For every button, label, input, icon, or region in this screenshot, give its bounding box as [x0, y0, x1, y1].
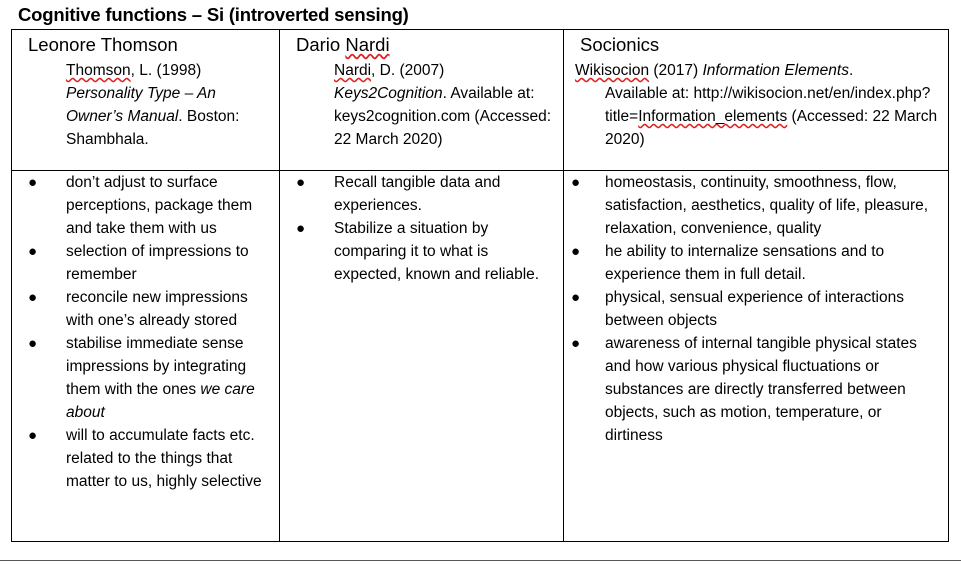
bullets-cell-nardi — [280, 171, 564, 542]
reference-availability: . Available at: keys2cognition.com (Accessed: 22 March 2020) — [334, 85, 552, 148]
table-body-row — [12, 171, 949, 542]
source-cell-socionics — [564, 30, 949, 171]
comparison-table — [11, 29, 949, 542]
list-item: ● Recall tangible data and experiences. — [280, 171, 563, 217]
reference-year: , D. (2007) — [371, 62, 445, 79]
list-item: ● physical, sensual experience of interactions between objects — [564, 286, 948, 332]
bullet-icon: ● — [28, 174, 38, 191]
bullet-icon: ● — [571, 289, 581, 306]
bullet-icon: ● — [28, 427, 38, 444]
bullet-icon: ● — [28, 243, 38, 260]
list-item: ● selection of impressions to remember — [12, 240, 279, 286]
list-item: ● reconcile new impressions with one’s already stored — [12, 286, 279, 332]
bullets-cell-thomson — [12, 171, 280, 542]
reference-year: (2017) — [649, 62, 703, 79]
source-cell-nardi — [280, 30, 564, 171]
author-surname: Nardi — [345, 34, 390, 55]
author-name: Dario Nardi — [296, 34, 390, 55]
list-item: ● homeostasis, continuity, smoothness, flow, satisfaction, aesthetics, quality of life, pleasure, relaxation, convenience, quality — [564, 171, 948, 240]
page-title: Cognitive functions – Si (introverted sensing) — [18, 4, 409, 25]
list-item: ● Stabilize a situation by comparing it to what is expected, known and reliable. — [280, 217, 563, 286]
list-item: ● he ability to internalize sensations and to experience them in full detail. — [564, 240, 948, 286]
reference-author: Wikisocion — [575, 62, 650, 79]
bullets-cell-socionics — [564, 171, 949, 542]
bullet-icon: ● — [296, 174, 306, 191]
bullet-list — [280, 171, 563, 286]
reference — [334, 59, 555, 151]
bullet-icon: ● — [571, 243, 581, 260]
author-name: Leonore Thomson — [28, 34, 178, 55]
list-item: ● don’t adjust to surface perceptions, package them and take them with us — [12, 171, 279, 240]
reference-author: Nardi — [334, 62, 372, 79]
reference-title: Keys2Cognition — [334, 85, 443, 102]
list-item: ● awareness of internal tangible physical states and how various physical fluctuations or substances are directly transferred between objects, such as motion, temperature, or dirtiness — [564, 332, 948, 447]
bullet-icon: ● — [571, 335, 581, 352]
bullet-icon: ● — [28, 289, 38, 306]
list-item: ● stabilise immediate sense impressions by integrating them with the ones we care about — [12, 332, 279, 424]
reference — [66, 59, 271, 151]
bullet-icon: ● — [571, 174, 581, 191]
reference-availability — [575, 82, 940, 151]
reference-punctuation: . — [848, 62, 854, 79]
reference-title: Personality Type – An Owner’s Manual — [66, 85, 216, 125]
reference-author: Thomson — [66, 62, 131, 79]
author-name: Socionics — [580, 34, 660, 55]
list-item: ● will to accumulate facts etc. related to the things that matter to us, highly selective — [12, 424, 279, 493]
reference-url: Available at: http://wikisocion.net/en/index.php?title= — [605, 85, 931, 125]
bullet-list — [12, 171, 279, 493]
reference-title: Information Elements — [702, 62, 849, 79]
bullet-icon: ● — [28, 335, 38, 352]
reference-accessed: (Accessed: 22 March 2020) — [605, 108, 938, 148]
bullet-list — [564, 171, 948, 447]
reference-publisher: . Boston: Shambhala. — [66, 108, 240, 148]
reference-url-tail: Information_elements — [638, 108, 788, 125]
bullet-icon: ● — [296, 220, 306, 237]
source-cell-thomson — [12, 30, 280, 171]
reference — [575, 59, 940, 151]
page-bottom-divider — [0, 560, 961, 561]
reference-year: , L. (1998) — [130, 62, 202, 79]
table-header-row — [12, 30, 949, 171]
